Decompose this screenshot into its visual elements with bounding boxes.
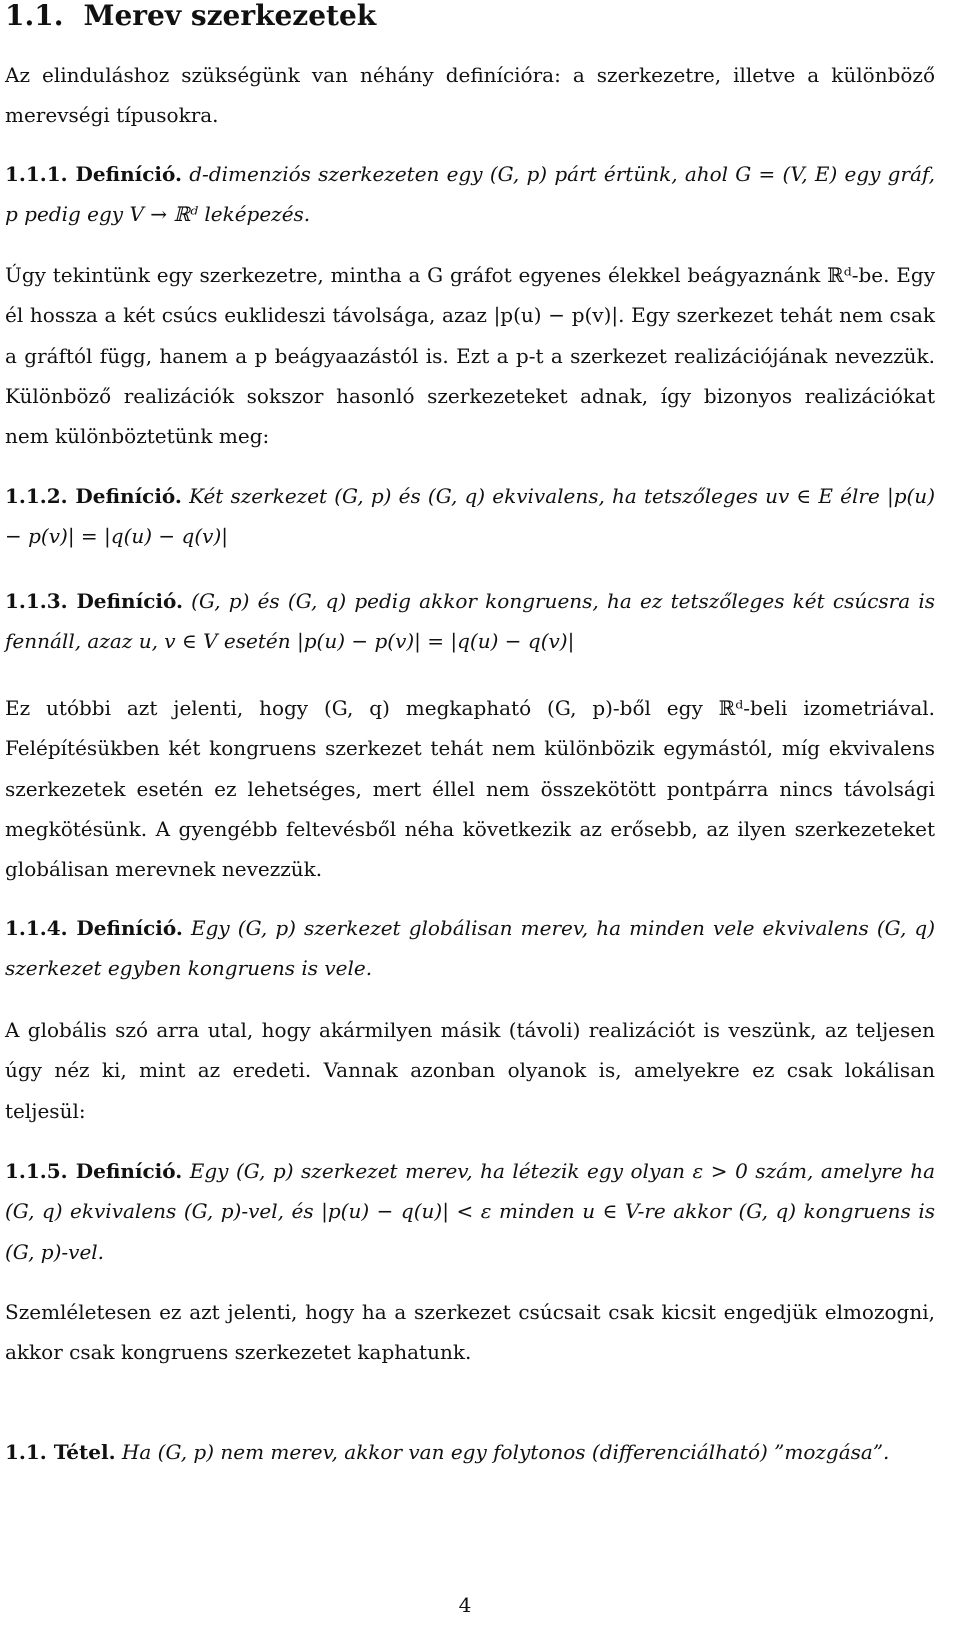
definition-3-label: 1.1.3. Definíció.: [5, 589, 183, 613]
paragraph-global: A globális szó arra utal, hogy akármilyen másik (távoli) realizációt is veszünk, az teljesen úgy néz ki, mint az eredeti. Vannak azonban olyanok is, amelyekre ez csak lokálisan teljesül:: [5, 1018, 935, 1123]
page-number: 4: [458, 1593, 472, 1617]
definition-3-text: (G, p) és (G, q) pedig akkor kongruens, ha ez tetszőleges két csúcsra is fennáll, azaz u, v ∈ V esetén |p(u) − p(v)| = |q(u) − q(v)|: [5, 589, 936, 654]
definition-3: [5, 581, 935, 662]
paragraph-congruence: Ez utóbbi azt jelenti, hogy (G, q) megkapható (G, p)-ből egy ℝᵈ-beli izometriával. Felépítésükben két kongruens szerkezet tehát nem különbözik egymástól, míg ekvivalens szerkezetek esetén ez lehetséges, mert éllel nem összekötött pontpárra nincs távolsági megkötésünk. A gyengébb feltevésből néha következik az erősebb, az ilyen szerkezeteket globálisan merevnek nevezzük.: [5, 696, 935, 882]
definition-2-text: Két szerkezet (G, p) és (G, q) ekvivalens, ha tetszőleges uv ∈ E élre |p(u) − p(v)| = |q(u) − q(v)|: [5, 484, 935, 549]
definition-1-text: d-dimenziós szerkezeten egy (G, p) párt értünk, ahol G = (V, E) egy gráf, p pedig egy V → ℝᵈ leképezés.: [5, 162, 936, 227]
paragraph-realization: Úgy tekintünk egy szerkezetre, mintha a G gráfot egyenes élekkel beágyaznánk ℝᵈ-be. Egy él hossza a két csúcs euklideszi távolsága, azaz |p(u) − p(v)|. Egy szerkezet tehát nem csak a gráftól függ, hanem a p beágyaazástól is. Ezt a p-t a szerkezet realizációjának nevezzük. Különböző realizációk sokszor hasonló szerkezeteket adnak, így bizonyos realizációkat nem különböztetünk meg:: [5, 263, 935, 449]
theorem-1: [5, 1432, 935, 1472]
definition-4: [5, 908, 935, 989]
definition-5: [5, 1151, 935, 1272]
section-heading: [5, 0, 376, 34]
definition-5-label: 1.1.5. Definíció.: [5, 1159, 183, 1183]
theorem-label: 1.1. Tétel.: [5, 1440, 116, 1464]
section-title: Merev szerkezetek: [83, 0, 377, 32]
paragraph-intuition: Szemléletesen ez azt jelenti, hogy ha a szerkezet csúcsait csak kicsit engedjük elmozogni, akkor csak kongruens szerkezetet kaphatunk.: [5, 1300, 935, 1365]
definition-5-text: Egy (G, p) szerkezet merev, ha létezik egy olyan ε > 0 szám, amelyre ha (G, q) ekvivalens (G, p)-vel, és |p(u) − q(u)| < ε minden u ∈ V-re akkor (G, q) kongruens is (G, p)-vel.: [5, 1159, 935, 1264]
definition-1: [5, 154, 935, 235]
definition-4-label: 1.1.4. Definíció.: [5, 916, 183, 940]
definition-4-text: Egy (G, p) szerkezet globálisan merev, ha minden vele ekvivalens (G, q) szerkezet egyben kongruens is vele.: [5, 916, 936, 981]
definition-1-label: 1.1.1. Definíció.: [5, 162, 182, 186]
definition-2: [5, 476, 935, 557]
intro-paragraph: Az elinduláshoz szükségünk van néhány definícióra: a szerkezetre, illetve a különböző merevségi típusokra.: [5, 63, 935, 128]
theorem-text: Ha (G, p) nem merev, akkor van egy folytonos (differenciálható) ”mozgása”.: [121, 1440, 890, 1464]
section-number: 1.1.: [5, 0, 64, 32]
definition-2-label: 1.1.2. Definíció.: [5, 484, 182, 508]
